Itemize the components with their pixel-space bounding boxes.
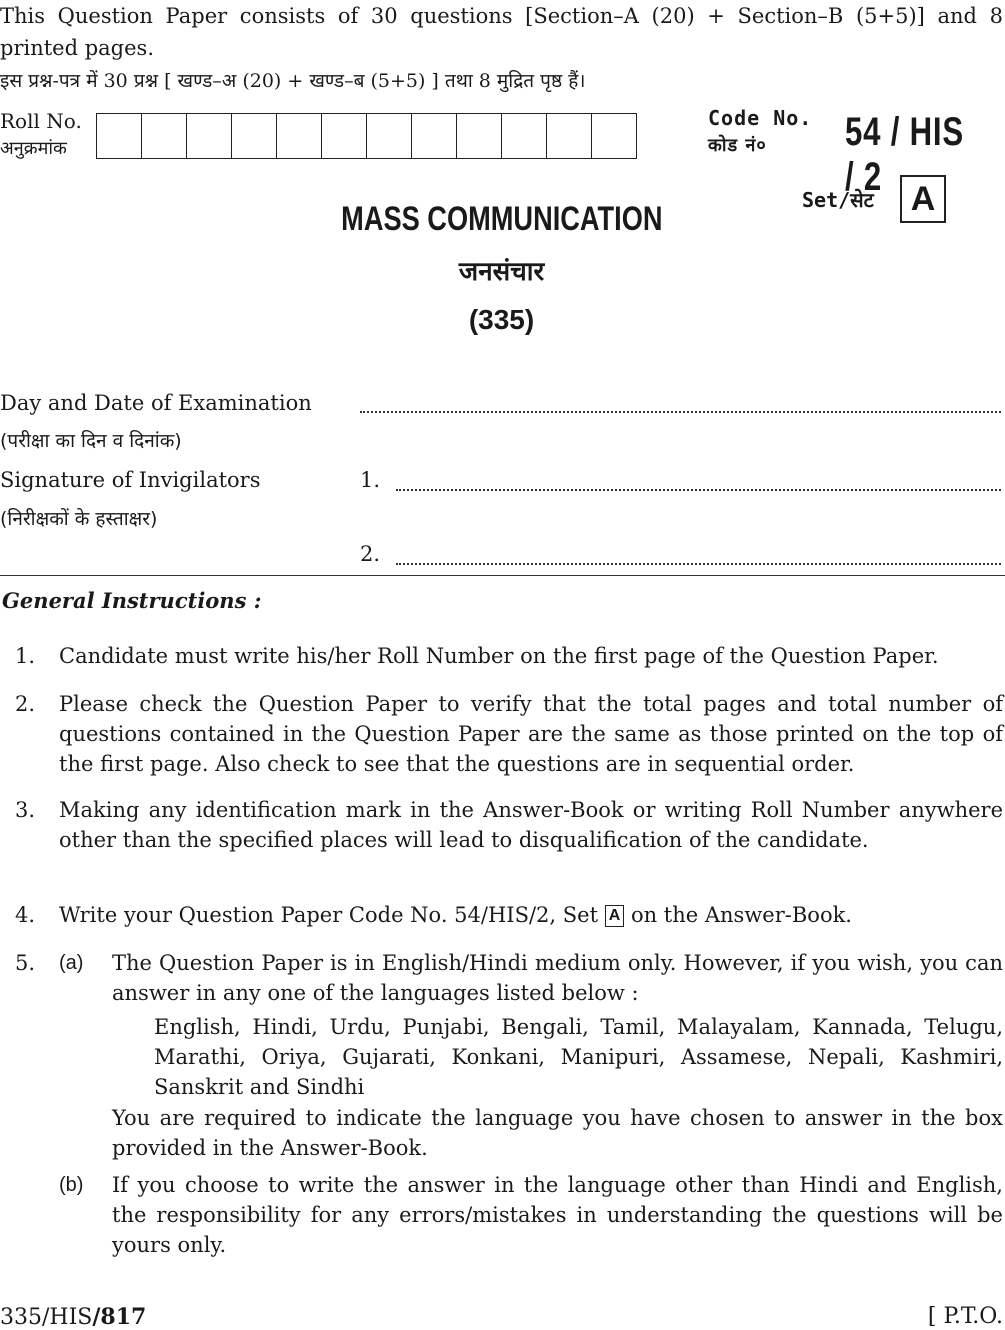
paper-intro-english: This Question Paper consists of 30 questions [Section–A (20) + Section–B (5+5)] and 8 printed pages. bbox=[0, 4, 1003, 60]
sub-item-b-label: (b) bbox=[59, 1174, 84, 1196]
roll-number-box[interactable] bbox=[592, 114, 636, 158]
instruction-item bbox=[0, 948, 1003, 1258]
invigilators-label: Signature of Invigilators bbox=[0, 468, 261, 492]
set-inline-box: A bbox=[605, 905, 625, 927]
languages-list: English, Hindi, Urdu, Punjabi, Bengali, Tamil, Malayalam, Kannada, Telugu, Marathi, Oriya, Gujarati, Konkani, Manipuri, Assamese, Nepali, Kashmiri, Sanskrit and Sindhi bbox=[154, 1015, 1003, 1099]
instruction-item bbox=[0, 795, 1003, 885]
roll-number-box[interactable] bbox=[277, 114, 322, 158]
divider bbox=[0, 575, 1005, 576]
exam-date-label-hindi: (परीक्षा का दिन व दिनांक) bbox=[0, 430, 182, 452]
instruction-text: Please check the Question Paper to verify that the total pages and total number of questions contained in the Question Paper are the same as those printed on the top of the first page. Also check to see that the questions are in sequential order. bbox=[59, 692, 1003, 776]
instruction-text: Making any identification mark in the Answer-Book or writing Roll Number anywhere other than the specified places will lead to disqualification of the candidate. bbox=[59, 798, 1003, 852]
exam-date-line[interactable] bbox=[360, 411, 1001, 413]
roll-number-box[interactable] bbox=[367, 114, 412, 158]
instruction-number: 3. bbox=[15, 798, 36, 822]
instruction-number: 1. bbox=[15, 644, 36, 668]
instruction-item bbox=[0, 689, 1003, 779]
signature-2-number: 2. bbox=[360, 542, 381, 566]
signature-1-line[interactable] bbox=[396, 489, 1001, 491]
sub-item-a-text-2: You are required to indicate the language you have chosen to answer in the box provided in the Answer-Book. bbox=[112, 1106, 1003, 1160]
instruction-number: 5. bbox=[15, 951, 36, 975]
code-number-label bbox=[708, 104, 812, 160]
signature-1-number: 1. bbox=[360, 468, 381, 492]
sub-item-a-label: (a) bbox=[59, 952, 84, 974]
signature-2-line[interactable] bbox=[396, 563, 1001, 565]
invigilators-label-hindi: (निरीक्षकों के हस्ताक्षर) bbox=[0, 508, 158, 530]
footer-pto: [ P.T.O. bbox=[927, 1304, 1003, 1329]
general-instructions-heading: General Instructions : bbox=[2, 588, 262, 613]
instruction-text-after: on the Answer-Book. bbox=[630, 903, 852, 927]
roll-number-box[interactable] bbox=[232, 114, 277, 158]
roll-number-box[interactable] bbox=[457, 114, 502, 158]
roll-number-box[interactable] bbox=[97, 114, 142, 158]
roll-number-box[interactable] bbox=[322, 114, 367, 158]
subject-title-text: MASS COMMUNICATION bbox=[340, 200, 663, 238]
exam-date-label: Day and Date of Examination bbox=[0, 391, 312, 415]
roll-number-box[interactable] bbox=[502, 114, 547, 158]
code-label-hi: कोड नं० bbox=[708, 135, 767, 156]
footer-code bbox=[0, 1304, 146, 1330]
subject-code: (335) bbox=[468, 304, 535, 335]
subject-title bbox=[0, 200, 1003, 239]
instruction-text bbox=[59, 900, 1003, 930]
roll-number-box[interactable] bbox=[187, 114, 232, 158]
roll-number-box[interactable] bbox=[412, 114, 457, 158]
sub-item-b-text: If you choose to write the answer in the language other than Hindi and English, the responsibility for any errors/mistakes in understanding the questions will be yours only. bbox=[112, 1173, 1003, 1257]
instruction-number: 2. bbox=[15, 692, 36, 716]
sub-item-a-text: The Question Paper is in English/Hindi medium only. However, if you wish, you can answer in any one of the languages listed below : bbox=[112, 951, 1003, 1005]
instruction-text: Candidate must write his/her Roll Number on the first page of the Question Paper. bbox=[59, 644, 939, 668]
roll-number-label bbox=[0, 108, 82, 162]
instruction-item bbox=[0, 641, 1003, 671]
instruction-number: 4. bbox=[15, 903, 36, 927]
set-box: A bbox=[900, 175, 946, 223]
instruction-item bbox=[0, 900, 1003, 930]
roll-label-en: Roll No. bbox=[0, 109, 82, 133]
footer-code-prefix: 335/HIS bbox=[0, 1305, 93, 1330]
code-number: 54 / HIS / 2 bbox=[845, 110, 964, 199]
set-label: Set/सेट bbox=[802, 188, 874, 212]
paper-intro-hindi: इस प्रश्न-पत्र में 30 प्रश्न [ खण्ड–अ (20) + खण्ड–ब (5+5) ] तथा 8 मुद्रित पृष्ठ हैं। bbox=[0, 70, 586, 92]
roll-number-boxes bbox=[96, 113, 637, 159]
roll-number-box[interactable] bbox=[547, 114, 592, 158]
roll-number-box[interactable] bbox=[142, 114, 187, 158]
footer-code-bold: /817 bbox=[92, 1304, 147, 1330]
instruction-text-before: Write your Question Paper Code No. 54/HIS/2, Set bbox=[59, 903, 599, 927]
subject-title-hindi: जनसंचार bbox=[458, 257, 545, 287]
roll-label-hi: अनुक्रमांक bbox=[0, 138, 67, 159]
code-label-en: Code No. bbox=[708, 106, 813, 130]
